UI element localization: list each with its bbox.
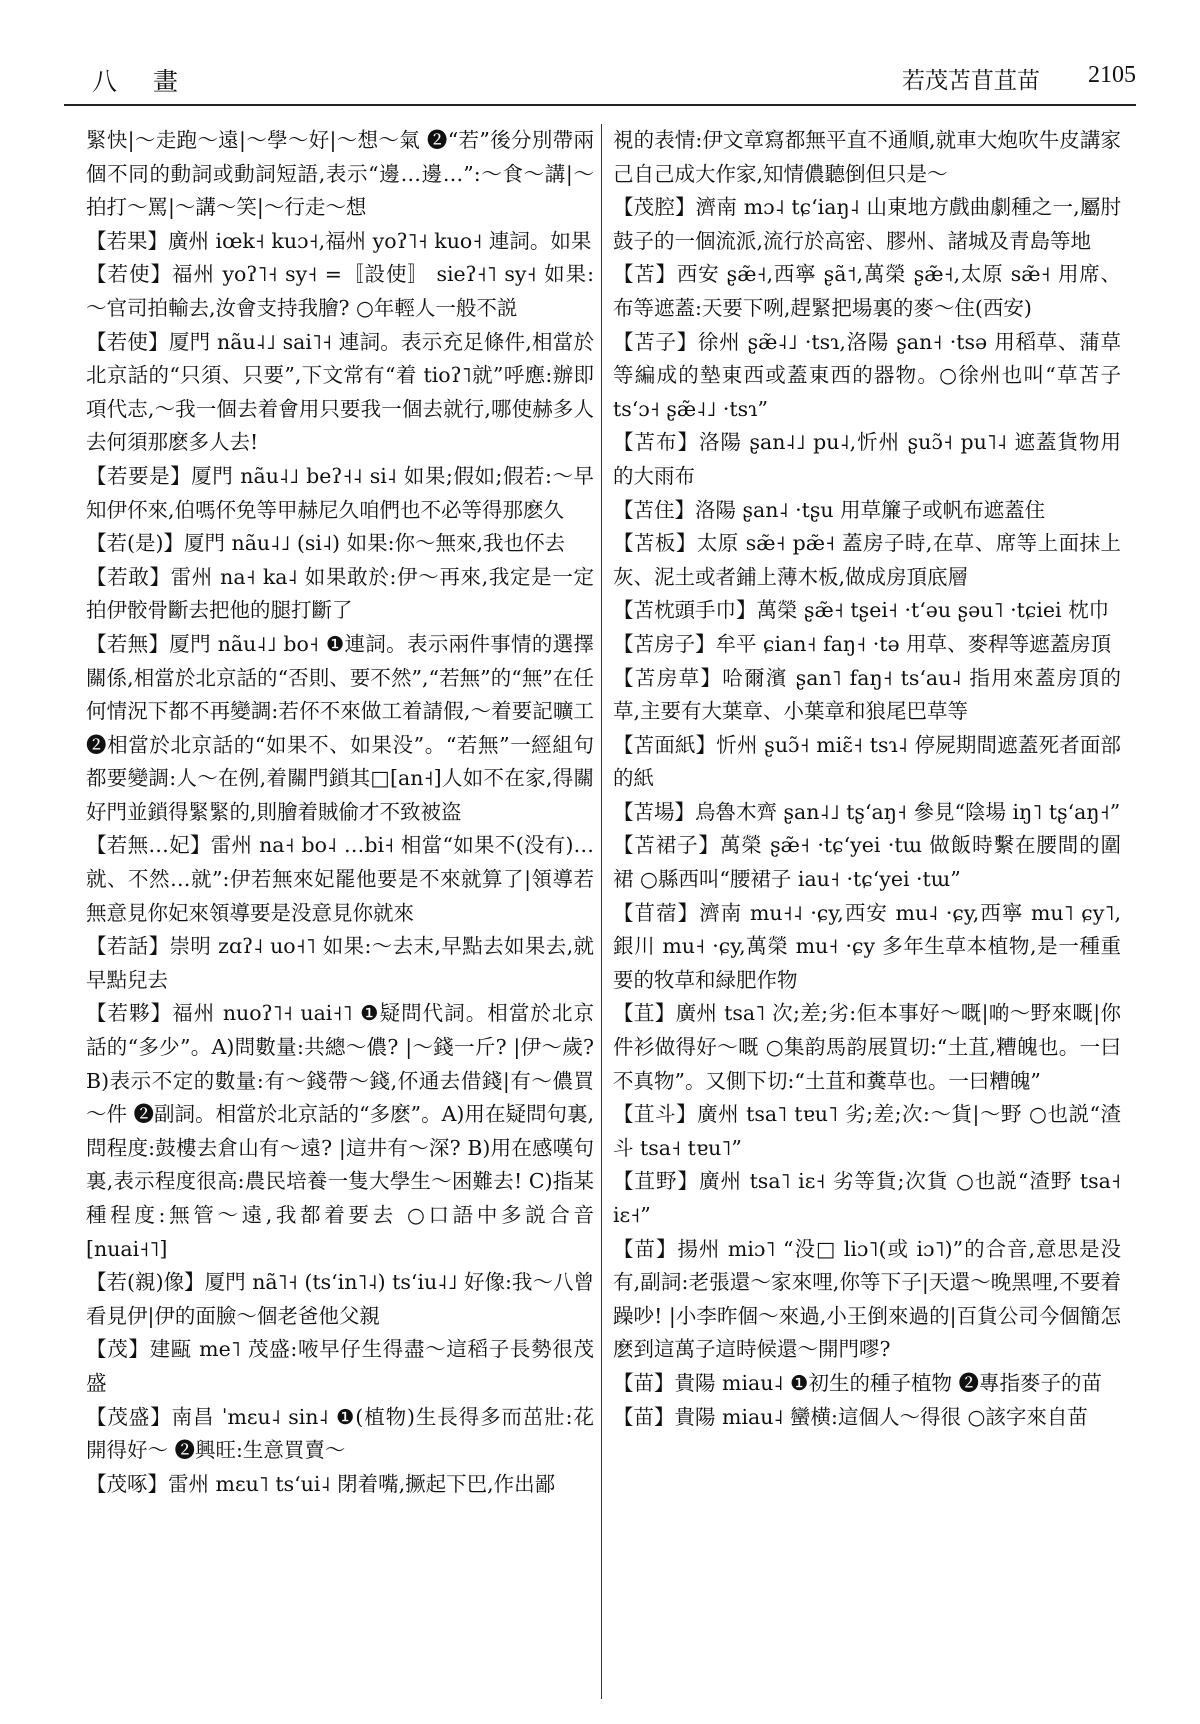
headword-range: 若茂苫苜苴苗: [902, 68, 1040, 94]
page-header: [64, 58, 1136, 106]
dictionary-entry: 【苴斗】廣州 tsa˥ tɐu˥ 劣;差;次:～貨|～野 ○也説“渣斗 tsa˧ tɐu˥”: [613, 1102, 1121, 1160]
dictionary-entry: 【若果】廣州 iœk˧ kuɔ˧,福州 yoʔ˥˧ kuo˧ 連詞。如果: [86, 228, 592, 253]
dictionary-entry: 【茂啄】雷州 mɛu˥ tsʻui˨ 閉着嘴,撅起下巴,作出鄙: [86, 1471, 556, 1496]
dictionary-entry: 【若(親)像】厦門 nã˥˧ (tsʻin˥˨) tsʻiu˨˩ 好像:我～八曾看見伊|伊的面臉～個老爸他父親: [86, 1270, 594, 1328]
dictionary-entry: 【苫】西安 ʂæ̃˧,西寧 ʂã˦,萬榮 ʂæ̃˧,太原 sæ̃˧ 用席、布等遮蓋:天要下咧,趕緊把場裏的麥～住(西安): [613, 262, 1121, 320]
dictionary-entry: 【若敢】雷州 na˧ ka˨ 如果敢於:伊～再來,我定是一定拍伊骹骨斷去把他的腿打斷了: [86, 564, 594, 623]
dictionary-entry: 【茂腔】濟南 mɔ˨ tɕʻiaŋ˨ 山東地方戲曲劇種之一,屬肘鼓子的一個流派,流行於高密、膠州、諸城及青島等地: [613, 195, 1121, 253]
dictionary-entry: 緊快|～走跑～遠|～學～好|～想～氣 ❷“若”後分別帶兩個不同的動詞或動詞短語,表示“邊…邊…”:～食～講|～拍打～罵|～講～笑|～行走～想: [86, 128, 594, 220]
dictionary-entry: 【苗】貴陽 miau˨ 蠻横:這個人～得很 ○該字來自苗: [613, 1404, 1088, 1429]
dictionary-entry: 【苫房子】牟平 ɕian˧ faŋ˧ ·tə 用草、麥稈等遮蓋房頂: [613, 631, 1112, 656]
dictionary-entry: 【苫板】太原 sæ̃˧ pæ̃˧ 蓋房子時,在草、席等上面抹上灰、泥土或者鋪上薄木板,做成房頂底層: [613, 531, 1121, 589]
dictionary-entry: 【苫裙子】萬榮 ʂæ̃˧ ·tɕʻyei ·tɯ 做飯時繫在腰間的圍裙 ○縣西叫“腰裙子 iau˧ ·tɕʻyei ·tɯ”: [613, 833, 1121, 892]
left-column: [86, 124, 594, 1704]
dictionary-entry: 視的表情:伊文章寫都無平直不通順,就車大炮吹牛皮講家己自己成大作家,知情儂聽倒但只是～: [613, 128, 1121, 186]
dictionary-entry: 【若話】崇明 zɑʔ˨ uo˧˥ 如果:～去末,早點去如果去,就早點兒去: [86, 934, 594, 992]
dictionary-entry: 【苫面紙】忻州 ʂuɔ̃˧ miɛ̃˧ tsɿ˨ 停屍期間遮蓋死者面部的紙: [613, 732, 1121, 791]
dictionary-entry: 【茂盛】南昌 ˈmɛu˨ sin˨ ❶(植物)生長得多而茁壯:花開得好～ ❷興旺:生意買賣～: [86, 1404, 594, 1463]
dictionary-entry: 【若無】厦門 nãu˨˩ bo˧ ❶連詞。表示兩件事情的選擇關係,相當於北京話的“否則、要不然”,“若無”的“無”在任何情況下都不再變調:若伓不來做工着請假,～着要記曠工 ❷相當於北京話的“如果不、如果没”。“若無”一經組句都要變調:人～在例,着關門鎖其□[an˧]人如不在家,得關好門並鎖得緊緊的,則膾着賊偷才不致被盗: [86, 631, 594, 824]
dictionary-entry: 【茂】建甌 me˥ 茂盛:㖡早仔生得盡～這稻子長勢很茂盛: [86, 1337, 594, 1395]
section-title: 八 畫: [92, 67, 192, 96]
dictionary-entry: 【若使】厦門 nãu˨˩ sai˥˧ 連詞。表示充足條件,相當於北京話的“只須、只要”,下文常有“着 tioʔ˥就”呼應:辦即項代志,～我一個去着會用只要我一個去就行,哪使赫多人去何須那麽多人去!: [86, 329, 594, 455]
dictionary-entry: 【若無…妃】雷州 na˧ bo˨ …bi˧ 相當“如果不(没有)…就、不然…就”:伊若無來妃罷他要是不來就算了|領導若無意見你妃來領導要是没意見你就來: [86, 833, 594, 925]
dictionary-entry: 【苴野】廣州 tsa˥ iɛ˧ 劣等貨;次貨 ○也説“渣野 tsa˧ iɛ˧”: [613, 1169, 1121, 1227]
dictionary-entry: 【若(是)】厦門 nãu˨˩ (si˨) 如果:你～無來,我也伓去: [86, 531, 565, 556]
dictionary-entry: 【苫住】洛陽 ʂan˨ ·tʂu 用草簾子或帆布遮蓋住: [613, 497, 1046, 522]
dictionary-entry: 【苫布】洛陽 ʂan˨˩ pu˨,忻州 ʂuɔ̃˧ pu˥˨ 遮蓋貨物用的大雨布: [613, 430, 1121, 488]
dictionary-entry: 【苫場】烏魯木齊 ʂan˨˩ tʂʻaŋ˧ 參見“陰場 iŋ˥ tʂʻaŋ˧”: [613, 799, 1121, 824]
dictionary-entry: 【若使】福州 yoʔ˥˧ sy˧ =〚設使〛 sieʔ˧˥ sy˧ 如果:～官司拍輸去,汝會支持我膾? ○年輕人一般不説: [86, 262, 594, 320]
dictionary-entry: 【苫房草】哈爾濱 ʂan˥ faŋ˧ tsʻau˨ 指用來蓋房頂的草,主要有大葉章、小葉章和狼尾巴草等: [613, 665, 1121, 724]
dictionary-entry: 【苫枕頭手巾】萬榮 ʂæ̃˧ tʂei˧ ·tʻəu ʂəu˥ ·tɕiei 枕巾: [613, 598, 1110, 623]
right-column: [613, 124, 1121, 1704]
page-number: 2105: [1088, 62, 1136, 88]
dictionary-entry: 【若要是】厦門 nãu˨˩ beʔ˧˨ si˨ 如果;假如;假若:～早知伊伓來,伯嗎伓免等甲赫尼久咱們也不必等得那麽久: [86, 463, 594, 522]
dictionary-entry: 【若夥】福州 nuoʔ˥˧ uai˧˥ ❶疑問代詞。相當於北京話的“多少”。A)問數量:共總～儂? |～錢一斤? |伊～歲? B)表示不定的數量:有～錢帶～錢,伓通去借錢|有～儂買～件 ❷副詞。相當於北京話的“多麽”。A)用在疑問句裏,問程度:鼓樓去倉山有～遠? |這井有～深? B)用在感嘆句裏,表示程度很高:農民培養一隻大學生～困難去! C)指某種程度:無管～遠,我都着要去 ○口語中多説合音[nuai˧˥]: [86, 1001, 594, 1261]
dictionary-entry: 【苜蓿】濟南 mu˧˨ ·ɕy,西安 mu˨ ·ɕy,西寧 mu˥ ɕy˥,銀川 mu˧ ·ɕy,萬榮 mu˧ ·ɕy 多年生草本植物,是一種重要的牧草和緑肥作物: [613, 900, 1121, 992]
dictionary-entry: 【苫子】徐州 ʂæ̃˨˩ ·tsɿ,洛陽 ʂan˧ ·tsə 用稻草、蒲草等編成的墊東西或蓋東西的器物。○徐州也叫“草苫子 tsʻɔ˧ ʂæ̃˨˩ ·tsɿ”: [613, 329, 1121, 421]
column-divider: [601, 124, 602, 1699]
dictionary-entry: 【苴】廣州 tsa˥ 次;差;劣:佢本事好～嘅|啲～野來嘅|你件衫做得好～嘅 ○集韵馬韵展買切:“土苴,糟魄也。一曰不真物”。又側下切:“土苴和糞草也。一曰糟魄”: [613, 1001, 1121, 1093]
dictionary-entry: 【苗】揚州 miɔ˥ “没□ liɔ˥(或 iɔ˥)”的合音,意思是没有,副詞:老張還～家來哩,你等下子|天還～晚黑哩,不要着躁吵! |小李昨個～來過,小王倒來過的|百貨公司今個簡怎麽到這萬子這時候還～開門嘐?: [613, 1236, 1121, 1362]
dictionary-entry: 【苗】貴陽 miau˨ ❶初生的種子植物 ❷專指麥子的苗: [613, 1370, 1102, 1395]
